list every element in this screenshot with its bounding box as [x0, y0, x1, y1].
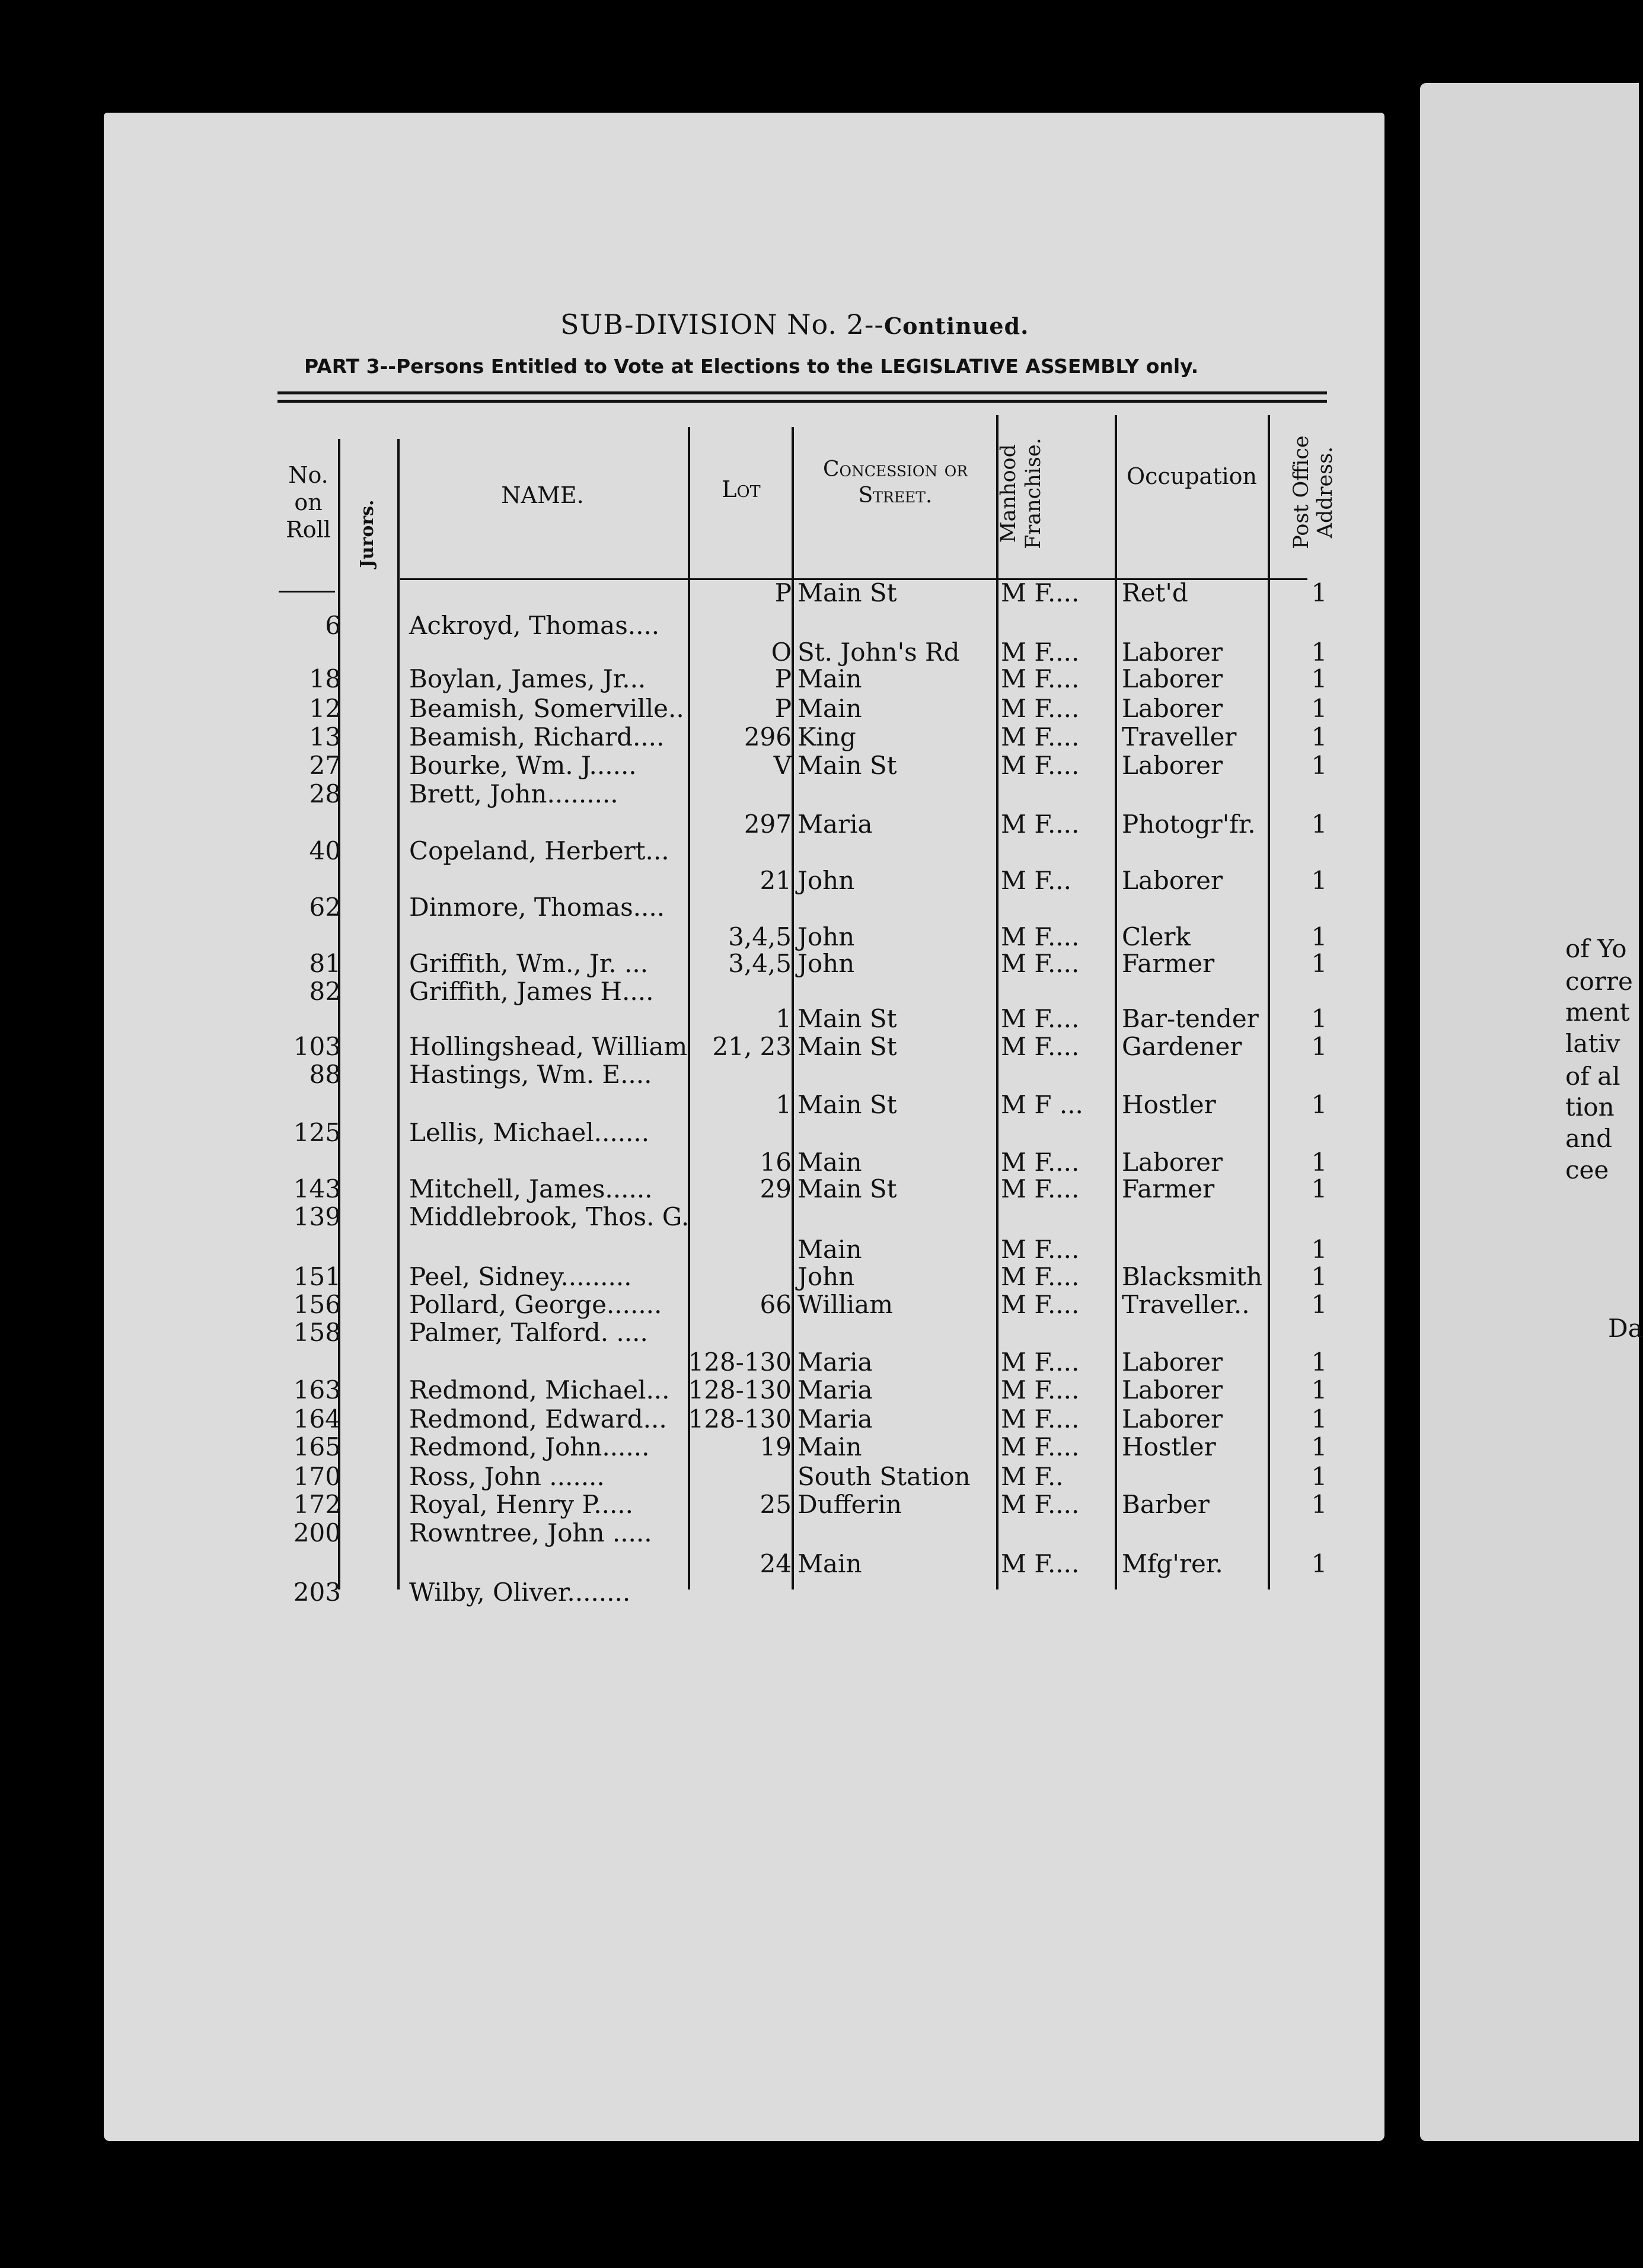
- voter-name: Dinmore, Thomas....: [409, 893, 665, 922]
- table-row: [0, 1202, 1639, 1231]
- franchise-code: M F....: [1001, 1549, 1080, 1578]
- occupation: Ret'd: [1122, 578, 1188, 607]
- voter-name: Hollingshead, William: [409, 1032, 688, 1061]
- franchise-code: M F....: [1001, 694, 1080, 723]
- roll-number: 151: [293, 1262, 341, 1291]
- lot-number: 16: [760, 1148, 792, 1177]
- table-row: [0, 1235, 1639, 1263]
- lot-number: 297: [744, 810, 792, 839]
- roll-number: 158: [293, 1318, 341, 1347]
- occupation: Laborer: [1122, 1348, 1223, 1377]
- facing-page-fragment: ment: [1565, 998, 1630, 1027]
- franchise-code: M F....: [1001, 1004, 1080, 1033]
- table-row: [0, 1004, 1639, 1033]
- table-row: [0, 611, 1639, 639]
- facing-page-fragment: Da: [1608, 1314, 1643, 1343]
- franchise-code: M F....: [1001, 751, 1080, 780]
- roll-number: 18: [309, 664, 341, 693]
- lot-number: 128-130: [688, 1348, 792, 1377]
- franchise-code: M F....: [1001, 922, 1080, 951]
- street-name: William: [797, 1290, 894, 1319]
- post-office-code: 1: [1311, 1490, 1328, 1519]
- table-row: [0, 1032, 1639, 1060]
- franchise-code: M F....: [1001, 722, 1080, 751]
- roll-number: 28: [309, 779, 341, 808]
- roll-number: 81: [309, 949, 341, 978]
- franchise-code: M F....: [1001, 1432, 1080, 1461]
- occupation: Traveller..: [1122, 1290, 1250, 1319]
- street-name: John: [797, 866, 855, 895]
- street-name: Main St: [797, 578, 897, 607]
- page-title: SUB-DIVISION No. 2--Continued.: [560, 308, 1029, 340]
- lot-number: P: [774, 664, 792, 693]
- table-row: [0, 1290, 1639, 1318]
- post-office-code: 1: [1311, 1348, 1328, 1377]
- table-row: [0, 1462, 1639, 1490]
- lot-number: 128-130: [688, 1404, 792, 1434]
- roll-number: 163: [293, 1375, 341, 1404]
- voter-name: Hastings, Wm. E....: [409, 1060, 652, 1089]
- lot-number: 66: [760, 1290, 792, 1319]
- voter-name: Griffith, James H....: [409, 977, 654, 1006]
- table-row: [0, 1404, 1639, 1433]
- lot-number: 21, 23: [712, 1032, 792, 1061]
- franchise-code: M F....: [1001, 1235, 1080, 1264]
- header-jurors: Jurors.: [357, 499, 378, 568]
- street-name: John: [797, 1262, 855, 1291]
- franchise-code: M F....: [1001, 949, 1080, 978]
- occupation: Gardener: [1122, 1032, 1242, 1061]
- post-office-code: 1: [1311, 1462, 1328, 1491]
- post-office-code: 1: [1311, 1148, 1328, 1177]
- street-name: Maria: [797, 1404, 873, 1434]
- voter-name: Griffith, Wm., Jr. ...: [409, 949, 649, 978]
- header-concession: Concession or Street.: [822, 457, 968, 508]
- franchise-code: M F....: [1001, 1348, 1080, 1377]
- table-row: [0, 1490, 1639, 1518]
- roll-number: 27: [309, 751, 341, 780]
- street-name: Main: [797, 1235, 862, 1264]
- header-name: NAME.: [501, 482, 584, 508]
- post-office-code: 1: [1311, 751, 1328, 780]
- voter-name: Peel, Sidney.........: [409, 1262, 632, 1291]
- post-office-code: 1: [1311, 694, 1328, 723]
- table-row: [0, 1518, 1639, 1547]
- street-name: John: [797, 922, 855, 951]
- post-office-code: 1: [1311, 1004, 1328, 1033]
- post-office-code: 1: [1311, 1174, 1328, 1203]
- street-name: St. John's Rd: [797, 638, 960, 667]
- roll-number: 62: [309, 893, 341, 922]
- roll-number: 165: [293, 1432, 341, 1461]
- table-row: [0, 949, 1639, 977]
- post-office-code: 1: [1311, 1235, 1328, 1264]
- lot-number: V: [773, 751, 792, 780]
- roll-number: 40: [309, 836, 341, 865]
- header-occupation: Occupation: [1127, 463, 1257, 489]
- table-row: [0, 1060, 1639, 1088]
- voter-name: Mitchell, James......: [409, 1174, 653, 1203]
- voter-name: Copeland, Herbert...: [409, 836, 669, 865]
- occupation: Laborer: [1122, 1375, 1223, 1404]
- street-name: Main: [797, 1549, 862, 1578]
- lot-number: 1: [776, 1004, 792, 1033]
- occupation: Clerk: [1122, 922, 1191, 951]
- street-name: King: [797, 722, 856, 751]
- table-row: [0, 722, 1639, 751]
- franchise-code: M F..: [1001, 1462, 1064, 1491]
- roll-number: 88: [309, 1060, 341, 1089]
- table-row: [0, 1118, 1639, 1146]
- street-name: Main: [797, 1432, 862, 1461]
- occupation: Laborer: [1122, 638, 1223, 667]
- roll-number: 170: [293, 1462, 341, 1491]
- header-post-office: Post Office Address.: [1290, 435, 1337, 549]
- post-office-code: 1: [1311, 1262, 1328, 1291]
- roll-number: 172: [293, 1490, 341, 1519]
- voter-name: Beamish, Richard....: [409, 722, 665, 751]
- table-row: [0, 779, 1639, 808]
- occupation: Bar-tender: [1122, 1004, 1259, 1033]
- table-row: [0, 866, 1639, 894]
- lot-number: O: [771, 638, 792, 667]
- post-office-code: 1: [1311, 1432, 1328, 1461]
- street-name: John: [797, 949, 855, 978]
- occupation: Laborer: [1122, 1404, 1223, 1434]
- lot-number: P: [774, 578, 792, 607]
- table-row: [0, 1262, 1639, 1291]
- occupation: Barber: [1122, 1490, 1210, 1519]
- lot-number: 3,4,5: [728, 922, 792, 951]
- roll-number: 143: [293, 1174, 341, 1203]
- table-row: [0, 1549, 1639, 1578]
- franchise-code: M F....: [1001, 1375, 1080, 1404]
- voter-name: Redmond, Edward...: [409, 1404, 667, 1434]
- table-row: [0, 664, 1639, 693]
- street-name: South Station: [797, 1462, 971, 1491]
- franchise-code: M F...: [1001, 866, 1072, 895]
- table-row: [0, 638, 1639, 666]
- voter-name: Pollard, George.......: [409, 1290, 662, 1319]
- occupation: Farmer: [1122, 949, 1215, 978]
- street-name: Dufferin: [797, 1490, 902, 1519]
- voter-name: Beamish, Somerville..: [409, 694, 684, 723]
- post-office-code: 1: [1311, 949, 1328, 978]
- facing-page-fragment: and: [1565, 1124, 1612, 1153]
- occupation: Laborer: [1122, 694, 1223, 723]
- roll-number: 6: [325, 611, 341, 640]
- street-name: Maria: [797, 1348, 873, 1377]
- facing-page-fragment: of Yo: [1565, 934, 1627, 963]
- lot-number: 296: [744, 722, 792, 751]
- occupation: Hostler: [1122, 1432, 1216, 1461]
- franchise-code: M F....: [1001, 1404, 1080, 1434]
- occupation: Laborer: [1122, 664, 1223, 693]
- post-office-code: 1: [1311, 1375, 1328, 1404]
- table-row: [0, 578, 1639, 607]
- occupation: Mfg'rer.: [1122, 1549, 1223, 1578]
- post-office-code: 1: [1311, 1549, 1328, 1578]
- franchise-code: M F....: [1001, 1174, 1080, 1203]
- post-office-code: 1: [1311, 810, 1328, 839]
- post-office-code: 1: [1311, 1032, 1328, 1061]
- table-row: [0, 1432, 1639, 1461]
- table-row: [0, 1090, 1639, 1119]
- street-name: Main St: [797, 1004, 897, 1033]
- roll-number: 103: [293, 1032, 341, 1061]
- lot-number: 1: [776, 1090, 792, 1119]
- occupation: Blacksmith: [1122, 1262, 1263, 1291]
- table-row: [0, 1148, 1639, 1176]
- franchise-code: M F....: [1001, 1032, 1080, 1061]
- table-row: [0, 694, 1639, 722]
- table-row: [0, 893, 1639, 921]
- lot-number: 21: [760, 866, 792, 895]
- voter-name: Royal, Henry P.....: [409, 1490, 633, 1519]
- voter-name: Lellis, Michael.......: [409, 1118, 650, 1147]
- page-subtitle: PART 3--Persons Entitled to Vote at Elections to the LEGISLATIVE ASSEMBLY only.: [304, 355, 1199, 378]
- occupation: Laborer: [1122, 1148, 1223, 1177]
- roll-number: 82: [309, 977, 341, 1006]
- voter-name: Ross, John .......: [409, 1462, 605, 1491]
- street-name: Main St: [797, 1174, 897, 1203]
- lot-number: 24: [760, 1549, 792, 1578]
- header-franchise: Manhood Franchise.: [997, 438, 1045, 549]
- street-name: Main St: [797, 751, 897, 780]
- table-row: [0, 751, 1639, 779]
- facing-page-fragment: lativ: [1565, 1029, 1620, 1058]
- occupation: Hostler: [1122, 1090, 1216, 1119]
- roll-number: 203: [293, 1578, 341, 1607]
- post-office-code: 1: [1311, 578, 1328, 607]
- franchise-code: M F....: [1001, 1148, 1080, 1177]
- franchise-code: M F....: [1001, 1262, 1080, 1291]
- post-office-code: 1: [1311, 1404, 1328, 1434]
- table-row: [0, 1375, 1639, 1404]
- franchise-code: M F....: [1001, 1290, 1080, 1319]
- voter-name: Redmond, Michael...: [409, 1375, 670, 1404]
- lot-number: 25: [760, 1490, 792, 1519]
- roll-number: 200: [293, 1518, 341, 1547]
- occupation: Traveller: [1122, 722, 1237, 751]
- occupation: Photogr'fr.: [1122, 810, 1256, 839]
- voter-name: Boylan, James, Jr...: [409, 664, 646, 693]
- roll-number: 125: [293, 1118, 341, 1147]
- post-office-code: 1: [1311, 922, 1328, 951]
- voter-name: Redmond, John......: [409, 1432, 650, 1461]
- facing-page-fragment: of al: [1565, 1062, 1620, 1091]
- street-name: Maria: [797, 810, 873, 839]
- street-name: Main St: [797, 1032, 897, 1061]
- table-row: [0, 1318, 1639, 1346]
- table-row: [0, 1578, 1639, 1606]
- lot-number: 29: [760, 1174, 792, 1203]
- post-office-code: 1: [1311, 638, 1328, 667]
- franchise-code: M F....: [1001, 1490, 1080, 1519]
- street-name: Main: [797, 664, 862, 693]
- franchise-code: M F....: [1001, 578, 1080, 607]
- street-name: Main St: [797, 1090, 897, 1119]
- facing-page-fragment: cee: [1565, 1155, 1609, 1184]
- occupation: Farmer: [1122, 1174, 1215, 1203]
- facing-page-fragment: tion: [1565, 1092, 1615, 1122]
- top-rule-thick: [277, 400, 1327, 403]
- lot-number: 3,4,5: [728, 949, 792, 978]
- voter-name: Rowntree, John .....: [409, 1518, 652, 1547]
- franchise-code: M F....: [1001, 810, 1080, 839]
- voter-name: Middlebrook, Thos. G.: [409, 1202, 690, 1231]
- voter-name: Ackroyd, Thomas....: [409, 611, 660, 640]
- lot-number: 128-130: [688, 1375, 792, 1404]
- table-row: [0, 977, 1639, 1005]
- franchise-code: M F ...: [1001, 1090, 1083, 1119]
- franchise-code: M F....: [1001, 664, 1080, 693]
- table-row: [0, 1174, 1639, 1203]
- lot-number: 19: [760, 1432, 792, 1461]
- voter-name: Bourke, Wm. J......: [409, 751, 637, 780]
- occupation: Laborer: [1122, 866, 1223, 895]
- post-office-code: 1: [1311, 722, 1328, 751]
- roll-number: 164: [293, 1404, 341, 1434]
- roll-number: 13: [309, 722, 341, 751]
- post-office-code: 1: [1311, 1090, 1328, 1119]
- roll-number: 139: [293, 1202, 341, 1231]
- table-row: [0, 836, 1639, 865]
- franchise-code: M F....: [1001, 638, 1080, 667]
- street-name: Main: [797, 694, 862, 723]
- table-row: [0, 1348, 1639, 1376]
- post-office-code: 1: [1311, 664, 1328, 693]
- top-rule-thin: [277, 391, 1327, 394]
- street-name: Main: [797, 1148, 862, 1177]
- facing-page-fragment: corre: [1565, 967, 1633, 996]
- voter-name: Brett, John.........: [409, 779, 618, 808]
- post-office-code: 1: [1311, 866, 1328, 895]
- table-row: [0, 922, 1639, 951]
- occupation: Laborer: [1122, 751, 1223, 780]
- header-lot: Lot: [722, 476, 761, 502]
- roll-number: 12: [309, 694, 341, 723]
- street-name: Maria: [797, 1375, 873, 1404]
- roll-number: 156: [293, 1290, 341, 1319]
- header-no-on-roll: No. on Roll: [286, 462, 331, 543]
- voter-name: Palmer, Talford. ....: [409, 1318, 648, 1347]
- table-row: [0, 810, 1639, 838]
- post-office-code: 1: [1311, 1290, 1328, 1319]
- lot-number: P: [774, 694, 792, 723]
- voter-name: Wilby, Oliver........: [409, 1578, 631, 1607]
